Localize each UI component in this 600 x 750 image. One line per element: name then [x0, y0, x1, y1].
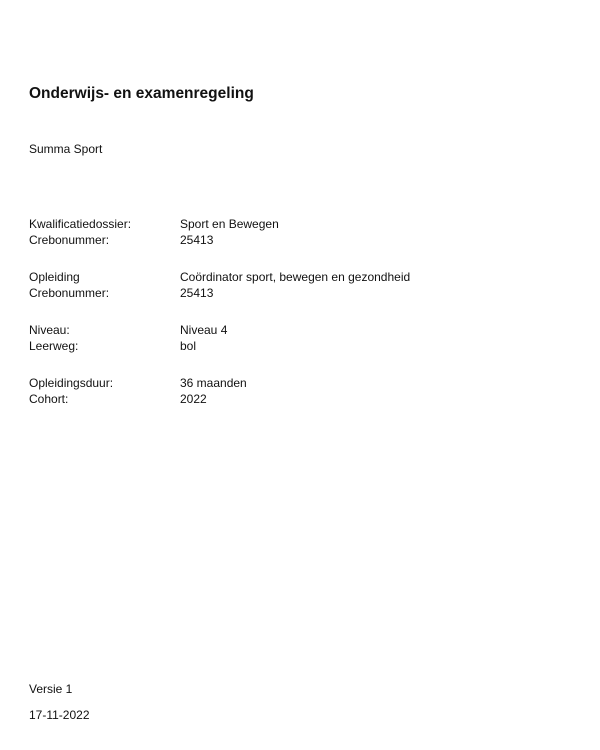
detail-group-level [29, 322, 489, 354]
detail-group-education [29, 269, 489, 301]
detail-group-duration [29, 375, 489, 407]
detail-label: Crebonummer: [29, 286, 110, 300]
detail-row-cohort [29, 391, 489, 407]
detail-value: 25413 [180, 233, 214, 247]
detail-row-education [29, 269, 489, 285]
detail-value: Niveau 4 [180, 323, 228, 337]
detail-value: 2022 [180, 392, 207, 406]
detail-label: Opleidingsduur: [29, 376, 114, 390]
detail-row-duration [29, 375, 489, 391]
detail-row-qualification-dossier [29, 216, 489, 232]
document-version: Versie 1 [29, 682, 73, 696]
detail-value: 25413 [180, 286, 214, 300]
detail-label: Leerweg: [29, 339, 79, 353]
detail-group-qualification [29, 216, 489, 248]
detail-label: Crebonummer: [29, 233, 110, 247]
detail-row-crebo-number [29, 285, 489, 301]
detail-value: Coördinator sport, bewegen en gezondheid [180, 270, 411, 284]
detail-row-level [29, 322, 489, 338]
document-date: 17-11-2022 [29, 708, 90, 722]
organization-name: Summa Sport [29, 142, 103, 156]
detail-label: Niveau: [29, 323, 70, 337]
document-title: Onderwijs- en examenregeling [29, 85, 254, 102]
detail-label: Kwalificatiedossier: [29, 217, 132, 231]
detail-row-learning-path [29, 338, 489, 354]
detail-value: 36 maanden [180, 376, 247, 390]
detail-value: Sport en Bewegen [180, 217, 279, 231]
detail-value: bol [180, 339, 197, 353]
detail-label: Opleiding [29, 270, 80, 284]
detail-label: Cohort: [29, 392, 69, 406]
detail-row-crebo-number [29, 232, 489, 248]
